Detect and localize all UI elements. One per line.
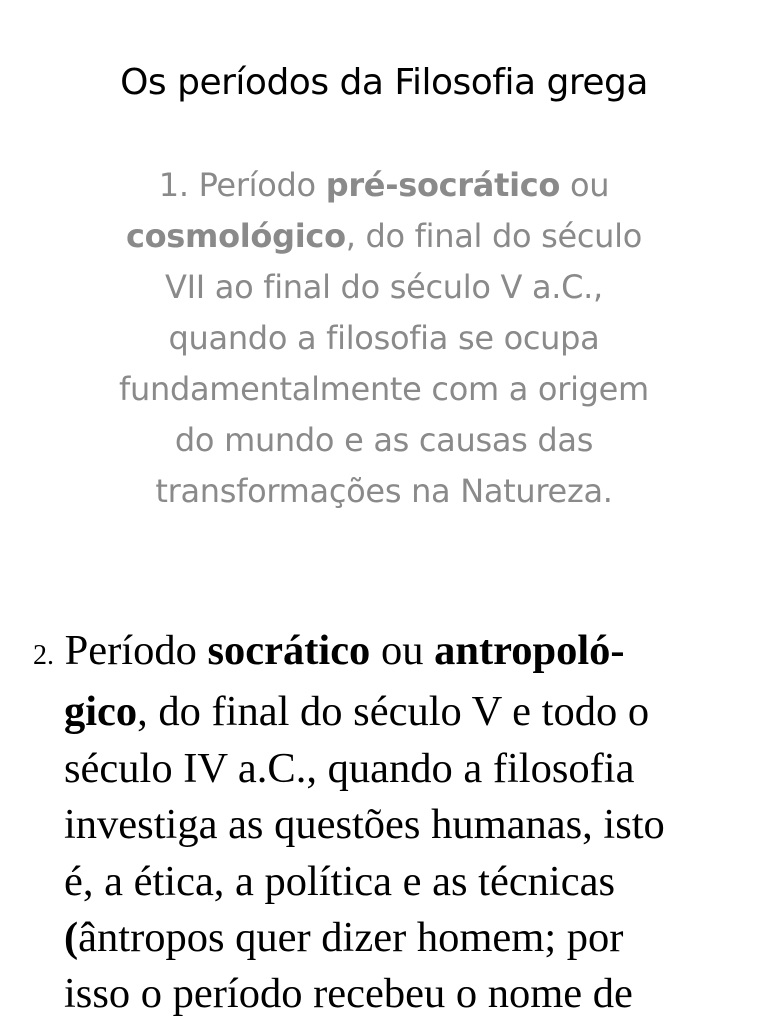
period-2-line-6 [33,910,743,966]
period-1-term-cosmologico: cosmológico [125,217,346,255]
period-1-line-6: do mundo e as causas das [174,421,594,459]
period-2-line-5: é, a ética, a política e as técnicas [64,857,616,905]
period-1-line-4: quando a filosofia se ocupa [168,319,600,357]
period-1-line-1 [60,160,708,211]
period-2-line-7: isso o período recebeu o nome de [64,970,633,1018]
slide-title: Os períodos da Filosofia grega [120,62,648,103]
period-1-term-pre-socratico: pré-socrático [325,166,561,204]
period-2-text-after-term: , do final do século V e todo o [137,688,650,736]
period-2-word-periodo: Período [54,627,208,674]
period-2-number: 2. [33,640,54,671]
period-1-line-5: fundamentalmente com a origem [119,370,649,408]
period-2-term-antropologico-part-1: antropoló- [434,627,625,674]
period-2-paragraph [33,623,743,1023]
period-1-word-ou: ou [569,166,610,204]
period-1-line-2 [60,211,708,262]
period-1-number: 1. [158,166,189,204]
period-2-line-3: século IV a.C., quando a filosofia [64,744,635,792]
period-2-line-4: investiga as questões humanas, isto [64,801,665,849]
period-2-word-ou: ou [370,627,435,674]
period-1-paragraph [60,160,708,517]
period-1-line-3: VII ao final do século V a.C., [165,268,603,306]
period-2-line-6-text: ântropos quer dizer homem; por [78,914,624,962]
period-2-term-socratico: socrático [207,627,371,674]
period-1-word-periodo: Período [198,166,316,204]
period-2-line-2 [33,684,743,740]
period-2-open-paren: ( [64,914,79,962]
period-2-term-antropologico-part-2: gico [64,688,138,736]
period-1-text-after-term: , do final do século [345,217,643,255]
period-1-line-7: transformações na Natureza. [155,472,613,510]
period-2-line-1 [33,623,743,684]
